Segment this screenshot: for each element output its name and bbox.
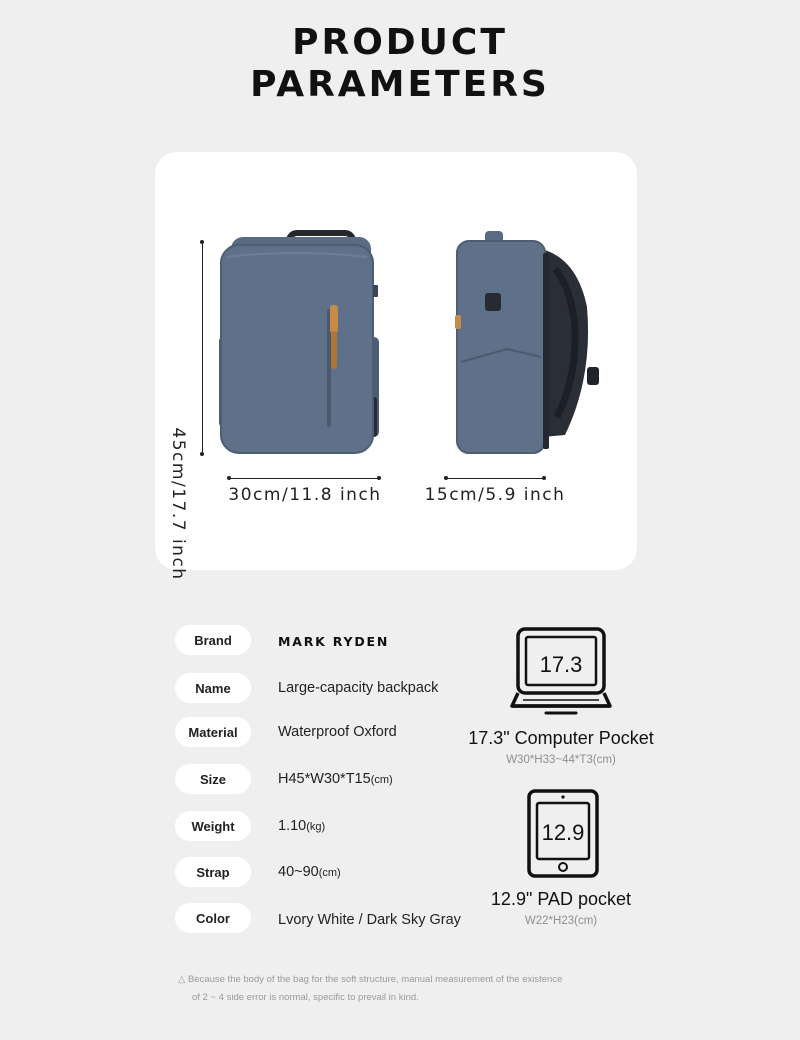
height-dimension-end bbox=[200, 240, 204, 244]
spec-value-strap-text: 40~90 bbox=[278, 864, 319, 880]
depth-dimension-label: 15cm/5.9 inch bbox=[424, 485, 566, 505]
depth-dimension-line bbox=[446, 478, 544, 479]
width-dimension-end bbox=[227, 476, 231, 480]
footnote-line-2: of 2 ~ 4 side error is normal, specific to prevail in kind. bbox=[192, 992, 419, 1003]
tablet-icon-screen-text: 12.9 bbox=[541, 820, 585, 845]
product-photo-card bbox=[155, 152, 637, 581]
laptop-pocket-label: 17.3" Computer Pocket bbox=[468, 728, 654, 748]
depth-dimension-end bbox=[542, 476, 546, 480]
tablet-pocket-label: 12.9" PAD pocket bbox=[490, 889, 632, 909]
depth-dimension-end bbox=[444, 476, 448, 480]
footnote-line-1: △ Because the body of the bag for the soft structure, manual measurement of the existence bbox=[178, 974, 563, 985]
backpack-side-image bbox=[447, 227, 607, 457]
page-title-line-2: PARAMETERS bbox=[250, 64, 550, 105]
spec-label-name: Name bbox=[175, 673, 251, 703]
tablet-icon bbox=[527, 789, 599, 878]
width-dimension-end bbox=[377, 476, 381, 480]
spec-unit-strap: (cm) bbox=[318, 867, 341, 879]
height-dimension-end bbox=[200, 452, 204, 456]
spec-value-strap bbox=[278, 864, 341, 880]
height-dimension-label: 45cm/17.7 inch bbox=[168, 427, 188, 581]
spec-value-name: Large-capacity backpack bbox=[278, 680, 439, 696]
spec-unit-weight: (kg) bbox=[306, 821, 326, 833]
spec-value-weight bbox=[278, 818, 325, 834]
spec-value-color: Lvory White / Dark Sky Gray bbox=[278, 912, 461, 928]
width-dimension-label: 30cm/11.8 inch bbox=[228, 485, 382, 505]
spec-label-color: Color bbox=[175, 903, 251, 933]
tablet-pocket-dimensions: W22*H23(cm) bbox=[524, 915, 598, 927]
page-title-line-1: PRODUCT bbox=[292, 22, 508, 63]
spec-value-material: Waterproof Oxford bbox=[278, 724, 397, 740]
width-dimension-line bbox=[229, 478, 379, 479]
backpack-front-image bbox=[215, 227, 385, 457]
spec-value-size-text: H45*W30*T15 bbox=[278, 771, 371, 787]
spec-value-weight-text: 1.10 bbox=[278, 818, 307, 834]
spec-label-strap: Strap bbox=[175, 857, 251, 887]
laptop-icon-screen-text: 17.3 bbox=[539, 652, 583, 677]
spec-unit-size: (cm) bbox=[370, 774, 393, 786]
height-dimension-line bbox=[202, 242, 203, 454]
spec-value-size bbox=[278, 771, 393, 787]
page-title bbox=[0, 22, 800, 106]
laptop-pocket-dimensions: W30*H33~44*T3(cm) bbox=[506, 754, 616, 766]
brand-logo: MARK RYDEN bbox=[278, 634, 390, 649]
spec-label-brand: Brand bbox=[175, 625, 251, 655]
spec-label-material: Material bbox=[175, 717, 251, 747]
spec-label-weight: Weight bbox=[175, 811, 251, 841]
spec-label-size: Size bbox=[175, 764, 251, 794]
laptop-icon bbox=[509, 626, 613, 718]
